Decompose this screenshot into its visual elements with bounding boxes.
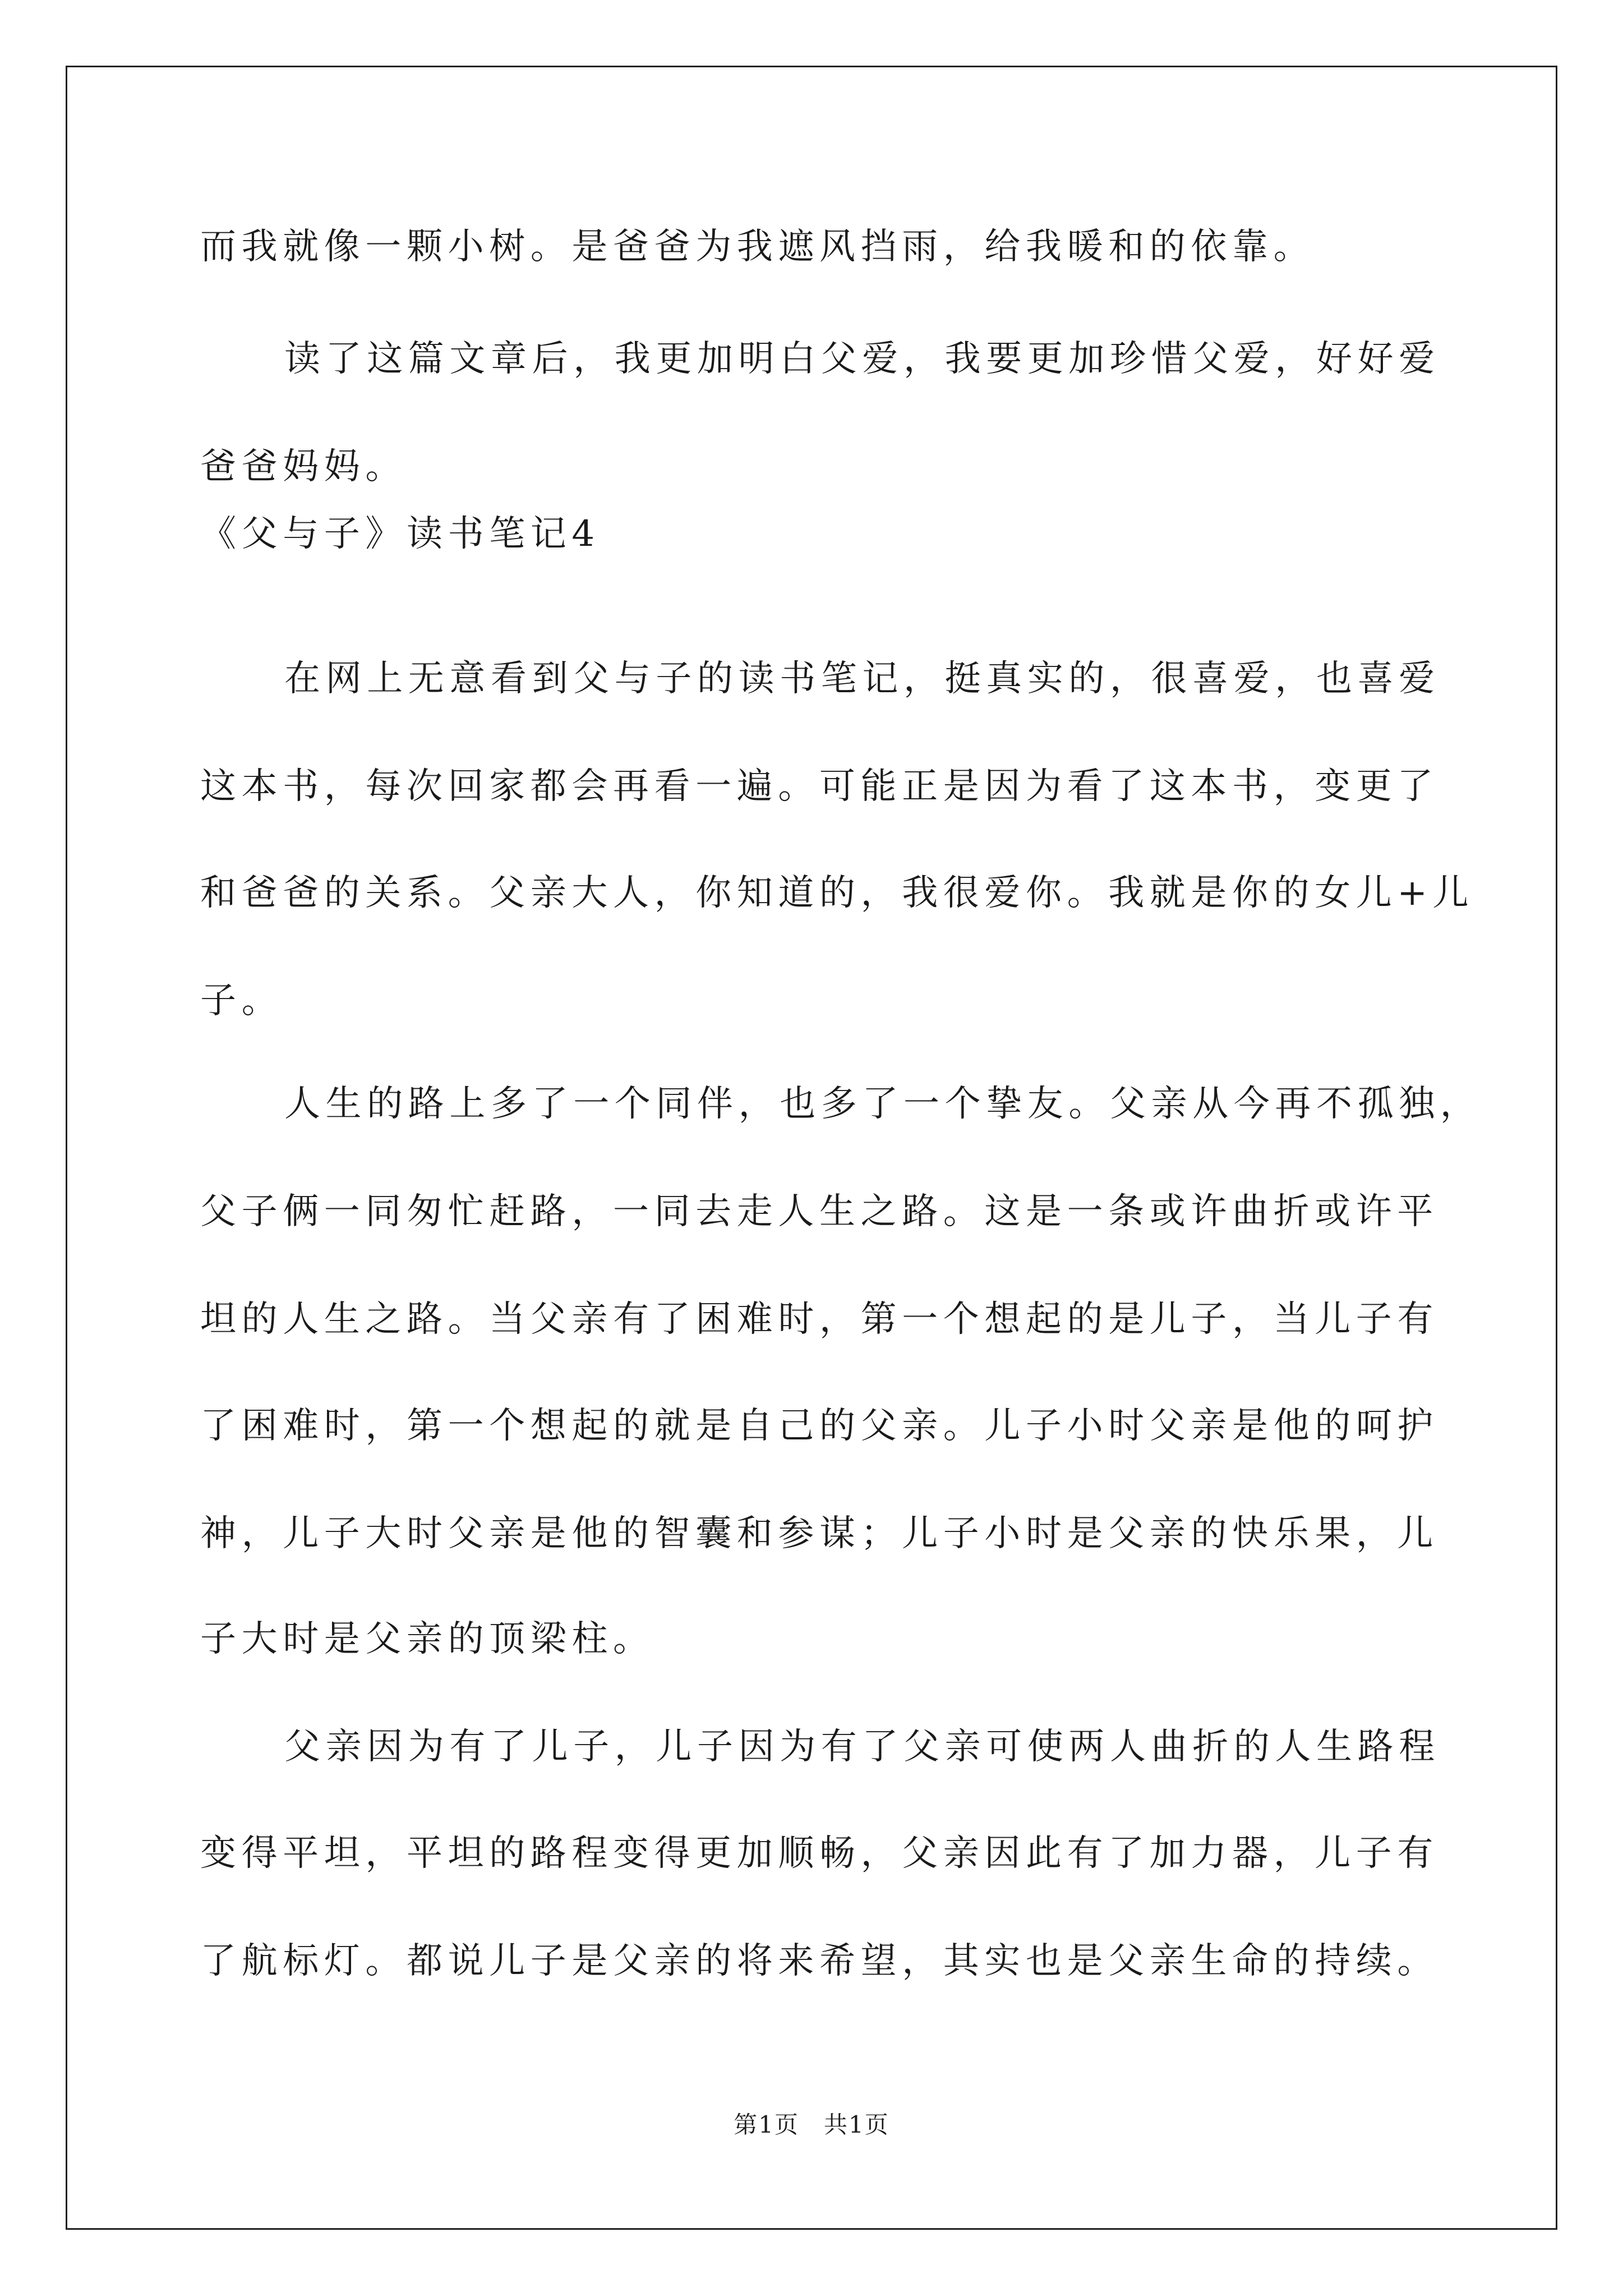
text-line: 爸爸妈妈。 — [200, 446, 407, 487]
text-line: 父子俩一同匆忙赶路，一同去走人生之路。这是一条或许曲折或许平 — [200, 1191, 1438, 1232]
text-line: 这本书，每次回家都会再看一遍。可能正是因为看了这本书，变更了 — [200, 766, 1438, 807]
text-line: 子。 — [200, 980, 283, 1022]
text-line: 在网上无意看到父与子的读书笔记，挺真实的，很喜爱，也喜爱 — [284, 658, 1440, 700]
text-line: 和爸爸的关系。父亲大人，你知道的，我很爱你。我就是你的女儿+儿 — [200, 872, 1474, 914]
section-heading: 《父与子》读书笔记4 — [200, 513, 600, 555]
text-line: 读了这篇文章后，我更加明白父爱，我要更加珍惜父爱，好好爱 — [284, 338, 1440, 380]
text-line: 父亲因为有了儿子，儿子因为有了父亲可使两人曲折的人生路程 — [284, 1726, 1440, 1768]
text-line: 了航标灯。都说儿子是父亲的将来希望，其实也是父亲生命的持续。 — [200, 1940, 1438, 1982]
text-line: 神，儿子大时父亲是他的智囊和参谋；儿子小时是父亲的快乐果，儿 — [200, 1513, 1438, 1554]
text-line: 人生的路上多了一个同伴，也多了一个挚友。父亲从今再不孤独， — [284, 1083, 1482, 1125]
text-line: 子大时是父亲的顶梁柱。 — [200, 1618, 654, 1660]
text-line: 变得平坦，平坦的路程变得更加顺畅，父亲因此有了加力器，儿子有 — [200, 1833, 1438, 1874]
text-line: 而我就像一颗小树。是爸爸为我遮风挡雨，给我暖和的依靠。 — [200, 226, 1315, 268]
text-line: 了困难时，第一个想起的就是自己的父亲。儿子小时父亲是他的呵护 — [200, 1405, 1438, 1447]
page-border — [66, 66, 1557, 2230]
text-line: 坦的人生之路。当父亲有了困难时，第一个想起的是儿子，当儿子有 — [200, 1299, 1438, 1340]
page-number-footer: 第1页 共1页 — [734, 2111, 889, 2138]
